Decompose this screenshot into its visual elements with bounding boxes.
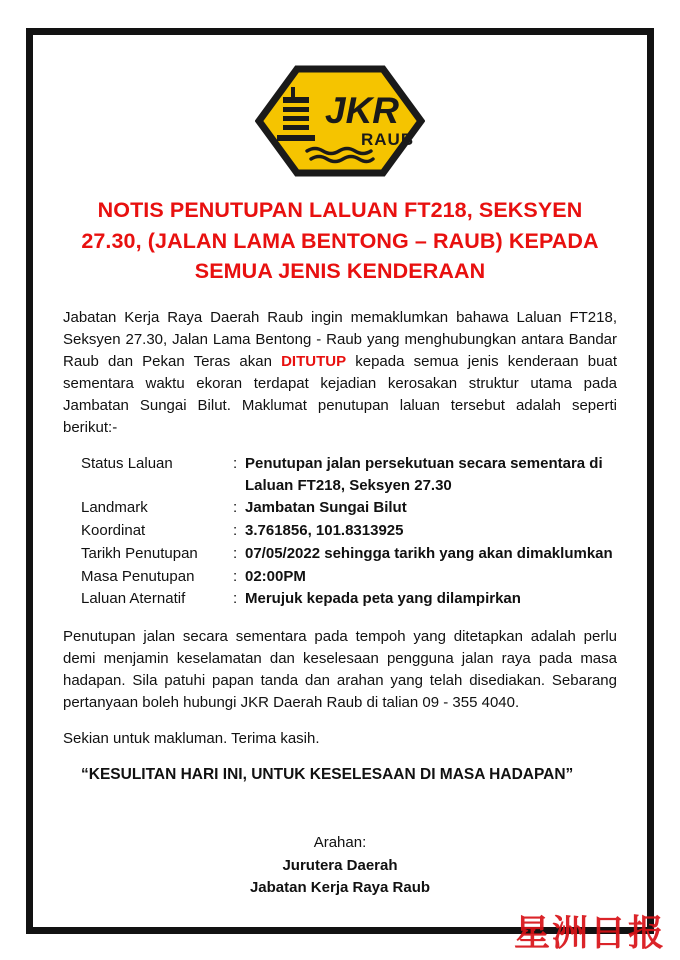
slogan-text: “KESULITAN HARI INI, UNTUK KESELESAAN DI MASA HADAPAN” (81, 766, 574, 784)
detail-value: 3.761856, 101.8313925 (245, 522, 404, 540)
table-row (81, 588, 617, 610)
detail-label: Landmark (81, 499, 148, 517)
table-row (81, 497, 617, 519)
detail-colon: : (233, 544, 238, 562)
detail-value: Merujuk kepada peta yang dilampirkan (245, 590, 521, 608)
table-row (81, 566, 617, 588)
detail-value: Jambatan Sungai Bilut (245, 499, 407, 517)
svg-text:RAUB: RAUB (361, 130, 415, 149)
detail-value: 02:00PM (245, 567, 306, 585)
publisher-watermark: 星洲日报 (513, 913, 666, 954)
signature-instruction: Arahan: (313, 834, 367, 852)
detail-colon: : (233, 454, 238, 472)
svg-text:JKR: JKR (325, 90, 400, 131)
page-title: NOTIS PENUTUPAN LALUAN FT218, SEKSYEN 27.30, (JALAN LAMA BENTONG – RAUB) KEPADA SEMUA JENIS KENDERAAN (81, 198, 599, 284)
detail-label: Laluan Aternatif (81, 590, 186, 608)
table-row (81, 520, 617, 542)
table-row (81, 543, 617, 565)
intro-paragraph-after: kepada semua jenis kenderaan buat sementara waktu ekoran terdapat kejadian kerosakan struktur utama pada Jambatan Sungai Bilut. Maklumat penutupan laluan tersebut adalah seperti berikut:- (63, 352, 617, 436)
signature-department: Jabatan Kerja Raya Raub (249, 879, 431, 897)
detail-value: Penutupan jalan persekutuan secara sementara di Laluan FT218, Seksyen 27.30 (245, 454, 603, 494)
detail-colon: : (233, 567, 238, 585)
closure-keyword: DITUTUP (281, 352, 347, 370)
detail-label: Status Laluan (81, 454, 173, 472)
detail-value: 07/05/2022 sehingga tarikh yang akan dimaklumkan (245, 544, 613, 562)
intro-paragraph (63, 307, 617, 439)
signature-block (59, 832, 621, 900)
detail-label: Tarikh Penutupan (81, 544, 198, 562)
detail-label: Koordinat (81, 522, 146, 540)
notice-border-frame (26, 28, 654, 934)
table-row (81, 453, 617, 497)
detail-label: Masa Penutupan (81, 567, 195, 585)
detail-colon: : (233, 499, 238, 517)
closure-details-table (81, 453, 617, 610)
closing-paragraph: Sekian untuk makluman. Terima kasih. (63, 730, 320, 748)
signature-role: Jurutera Daerah (282, 856, 398, 874)
intro-paragraph-before: Jabatan Kerja Raya Daerah Raub ingin memaklumkan bahawa Laluan FT218, Seksyen 27.30, Jalan Lama Bentong - Raub yang menghubungkan antara Bandar Raub dan Pekan Teras akan (63, 308, 617, 370)
safety-paragraph: Penutupan jalan secara sementara pada tempoh yang ditetapkan adalah perlu demi menjamin keselamatan dan keselesaan pengguna jalan raya pada masa hadapan. Sila patuhi papan tanda dan arahan yang telah disediakan. Sebarang pertanyaan boleh hubungi JKR Daerah Raub di talian 09 - 355 4040. (63, 628, 617, 712)
logo-container (59, 65, 621, 177)
detail-colon: : (233, 522, 238, 540)
jkr-raub-logo-icon (255, 65, 425, 177)
detail-colon: : (233, 590, 238, 608)
